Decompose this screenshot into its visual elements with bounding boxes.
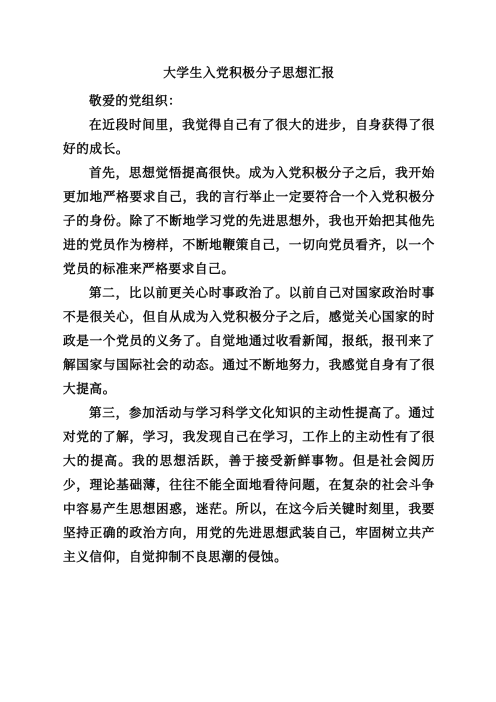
paragraph-3: 第二，比以前更关心时事政治了。以前自己对国家政治时事不是很关心，但自从成为入党积极分子之后，感觉关心国家的时政是一个党员的义务了。自觉地通过收看新闻，报纸，报刊来了解国家与国际社会的动态。通过不断地努力，我感觉自身有了很大提高。 [63, 285, 435, 396]
paragraph-4: 第三，参加活动与学习科学文化知识的主动性提高了。通过对党的了解，学习，我发现自己在学习，工作上的主动性有了很大的提高。我的思想活跃，善于接受新鲜事物。但是社会阅历少，理论基础薄，往往不能全面地看待问题，在复杂的社会斗争中容易产生思想困惑，迷茫。所以，在这今后关键时刻里，我要坚持正确的政治方向，用党的先进思想武装自己，牢固树立共产主义信仰，自觉抑制不良思潮的侵蚀。 [63, 405, 435, 564]
document-body [63, 61, 435, 569]
paragraph-1: 在近段时间里，我觉得自己有了很大的进步，自身获得了很好的成长。 [63, 117, 435, 156]
salutation: 敬爱的党组织： [89, 93, 182, 108]
document-title: 大学生入党积极分子思想汇报 [163, 65, 335, 80]
paragraph-2: 首先，思想觉悟提高很快。成为入党积极分子之后，我开始更加地严格要求自己，我的言行举止一定要符合一个入党积极分子的身份。除了不断地学习党的先进思想外，我也开始把其他先进的党员作为榜样，不断地鞭策自己，一切向党员看齐，以一个党员的标准来严格要求自己。 [63, 165, 435, 276]
